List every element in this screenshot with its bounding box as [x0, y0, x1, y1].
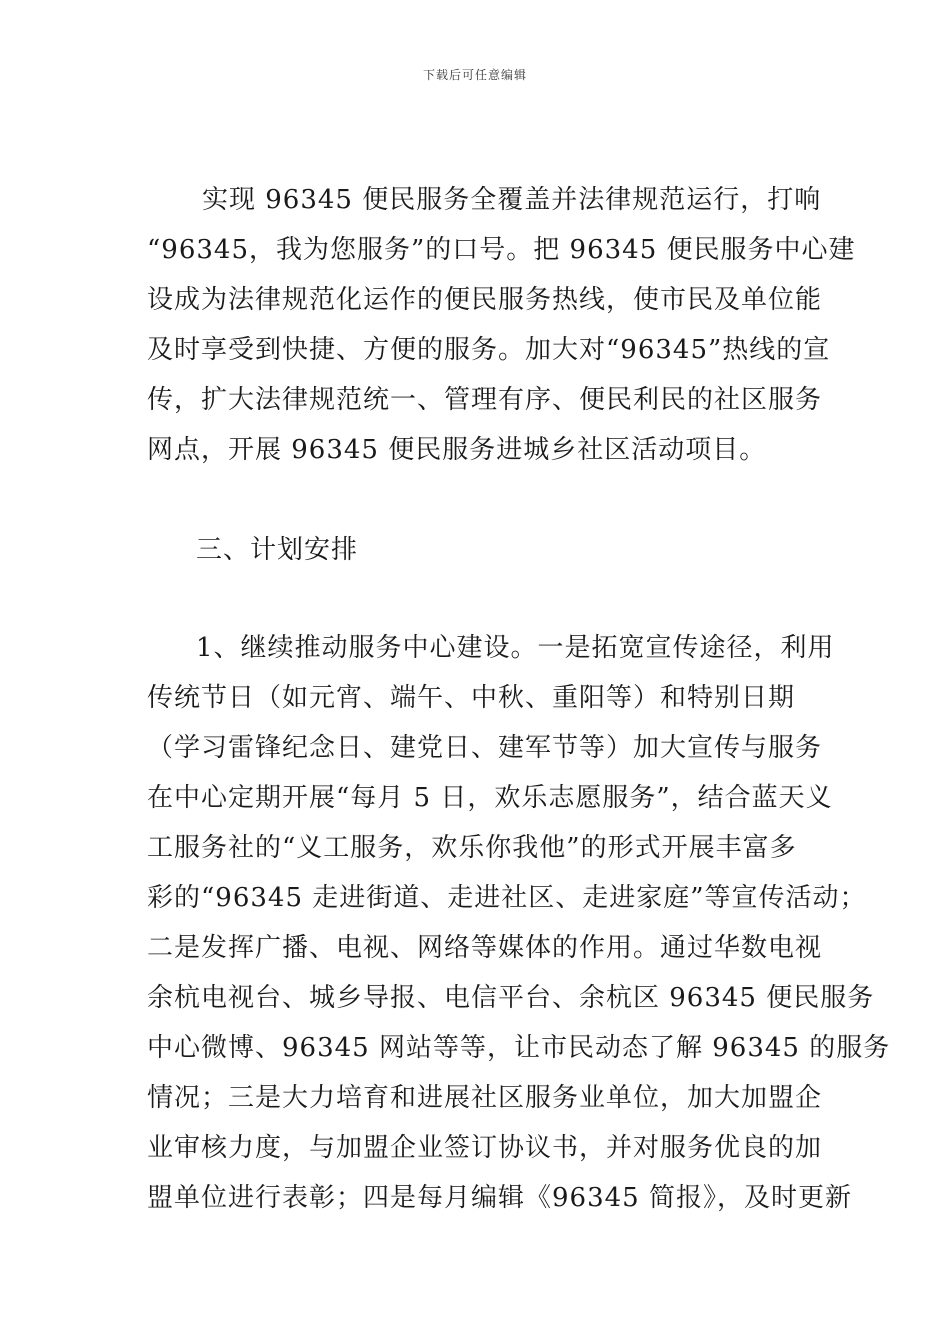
paragraph-line: 余杭电视台、城乡导报、电信平台、余杭区 96345 便民服务: [147, 983, 875, 1013]
paragraph-line: 1、继续推动服务中心建设。一是拓宽宣传途径，利用: [196, 633, 835, 663]
paragraph-line: “96345，我为您服务”的口号。把 96345 便民服务中心建: [147, 235, 856, 265]
paragraph-line: 网点，开展 96345 便民服务进城乡社区活动项目。: [147, 435, 767, 465]
paragraph-line: 设成为法律规范化运作的便民服务热线，使市民及单位能: [147, 285, 823, 315]
paragraph-line: 传统节日（如元宵、端午、中秋、重阳等）和特别日期: [147, 683, 796, 713]
paragraph-line: 盟单位进行表彰；四是每月编辑《96345 简报》，及时更新: [147, 1183, 852, 1213]
paragraph-line: 业审核力度，与加盟企业签订协议书，并对服务优良的加: [147, 1133, 823, 1163]
paragraph-line: 实现 96345 便民服务全覆盖并法律规范运行，打响: [202, 185, 822, 215]
header-note: 下载后可任意编辑: [422, 68, 527, 82]
section-heading: 三、计划安排: [196, 535, 359, 565]
paragraph-line: 工服务社的“义工服务，欢乐你我他”的形式开展丰富多: [147, 833, 797, 863]
paragraph-line: 情况；三是大力培育和进展社区服务业单位，加大加盟企: [147, 1083, 823, 1113]
paragraph-line: 中心微博、96345 网站等等，让市民动态了解 96345 的服务: [147, 1033, 891, 1063]
paragraph-line: 及时享受到快捷、方便的服务。加大对“96345”热线的宣: [147, 335, 831, 365]
paragraph-line: 在中心定期开展“每月 5 日，欢乐志愿服务”，结合蓝天义: [147, 783, 833, 813]
paragraph-line: （学习雷锋纪念日、建党日、建军节等）加大宣传与服务: [147, 733, 823, 763]
paragraph-line: 二是发挥广播、电视、网络等媒体的作用。通过华数电视: [147, 933, 823, 963]
paragraph-line: 彩的“96345 走进街道、走进社区、走进家庭”等宣传活动；: [147, 883, 867, 913]
paragraph-line: 传，扩大法律规范统一、管理有序、便民利民的社区服务: [147, 385, 823, 415]
